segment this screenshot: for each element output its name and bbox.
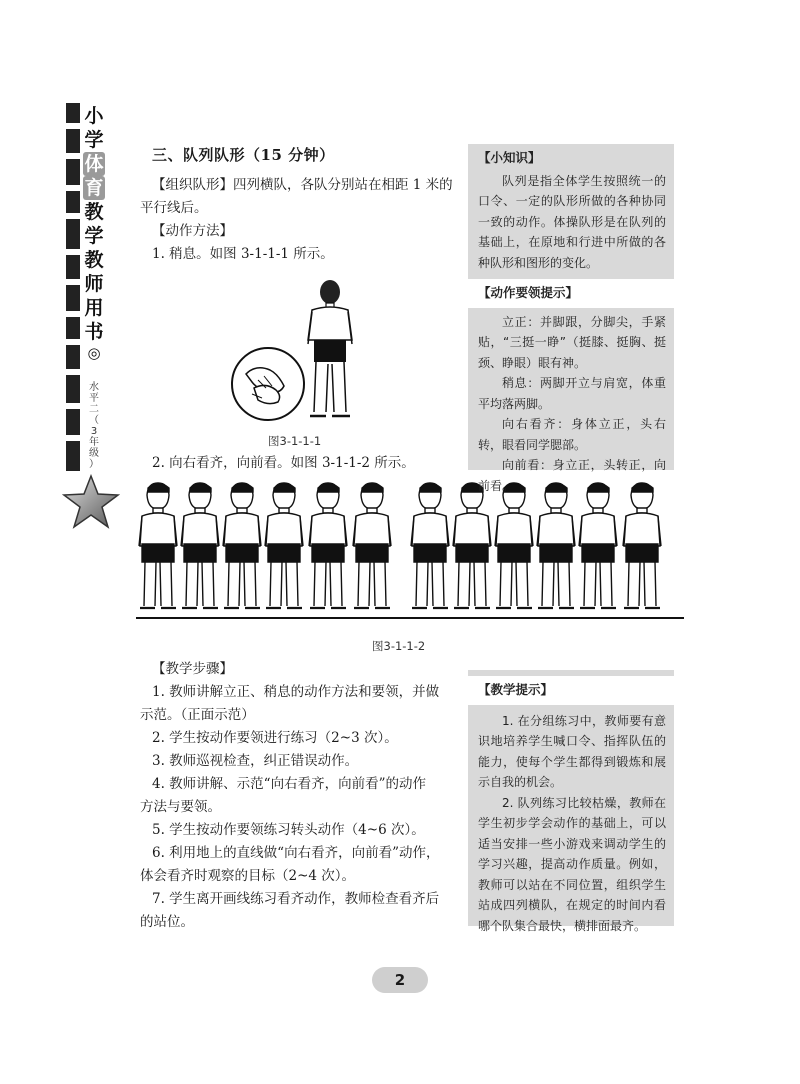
step-line: 1. 教师讲解立正、稍息的动作方法和要领，并做 xyxy=(152,684,440,700)
step-line: 6. 利用地上的直线做“向右看齐，向前看”动作， xyxy=(152,845,440,861)
step-line: 示范。（正面示范） xyxy=(140,707,255,723)
figure-caption: 图3-1-1-1 xyxy=(268,434,322,448)
title-char: 用 xyxy=(84,297,104,319)
teaching-tips-box xyxy=(468,670,674,933)
section-title: 三、队列队形（15 分钟） xyxy=(152,146,335,164)
step-line: 体会看齐时观察的目标（2~4 次）。 xyxy=(140,868,356,884)
title-char: 教 xyxy=(84,201,104,223)
star-icon xyxy=(62,474,120,530)
level-char: 平 xyxy=(89,393,99,404)
tip-item: 立正：并脚跟，分脚尖，手紧贴，“三挺一睁”（挺膝、挺胸、挺颈、睁眼）眼有神。 xyxy=(478,314,666,370)
figure-line-up-illustration xyxy=(136,480,684,624)
step-line: 的站位。 xyxy=(140,914,194,930)
step-line: 5. 学生按动作要领练习转头动作（4~6 次）。 xyxy=(152,822,425,838)
tips-heading: 【动作要领提示】 xyxy=(468,279,674,308)
title-char: 学 xyxy=(84,129,104,151)
title-char: 教 xyxy=(84,249,104,271)
level-char: 3 xyxy=(90,426,98,437)
book-title-vertical xyxy=(83,104,105,362)
level-char: （ xyxy=(89,415,99,426)
knowledge-heading: 【小知识】 xyxy=(478,150,541,165)
steps-heading: 【教学步骤】 xyxy=(152,661,233,677)
level-char: 水 xyxy=(89,382,99,393)
step-line: 2. 学生按动作要领进行练习（2~3 次）。 xyxy=(152,730,398,746)
tip-item: 稍息：两脚开立与肩宽，体重平均落两脚。 xyxy=(478,376,666,411)
tip-item: 向前看：身立正，头转正，向前看。 xyxy=(478,458,666,493)
step-line: 3. 教师巡视检查，纠正错误动作。 xyxy=(152,753,359,769)
step-line: 7. 学生离开画线练习看齐动作，教师检查看齐后 xyxy=(152,891,440,907)
level-char: 年 xyxy=(89,437,99,448)
tip-item: 向右看齐：身体立正，头右转，眼看同学腮部。 xyxy=(478,417,666,452)
step-line: 方法与要领。 xyxy=(140,799,221,815)
title-char: 书 xyxy=(84,321,104,343)
method-item-2: 2. 向右看齐，向前看。如图 3-1-1-2 所示。 xyxy=(152,455,415,471)
title-char: 体 xyxy=(84,153,104,175)
level-char: 二 xyxy=(89,404,99,415)
title-char: 师 xyxy=(84,273,104,295)
title-char: 学 xyxy=(84,225,104,247)
org-formation-line: 平行线后。 xyxy=(140,200,208,216)
teaching-tip: 2. 队列练习比较枯燥，教师在学生初步学会动作的基础上，可以适当安排一些小游戏来调动学生的学习兴趣，提高动作质量。例如，教师可以站在不同位置，组织学生站成四列横队，在规定的时间内看哪个队集合最快，横排面最齐。 xyxy=(478,795,666,933)
method-item-1: 1. 稍息。如图 3-1-1-1 所示。 xyxy=(152,246,334,262)
page-number: 2 xyxy=(372,967,428,993)
org-formation-line: 【组织队形】四列横队，各队分别站在相距 1 米的 xyxy=(152,177,453,193)
grade-level-vertical xyxy=(86,382,102,470)
title-char: 育 xyxy=(84,177,104,199)
level-char: 级 xyxy=(89,448,99,459)
method-heading: 【动作方法】 xyxy=(152,223,233,239)
figure-caption: 图3-1-1-2 xyxy=(372,639,426,653)
spine-decoration xyxy=(66,103,80,473)
teaching-tip: 1. 在分组练习中，教师要有意识地培养学生喊口令、指挥队伍的能力，使每个学生都得到锻炼和展示自我的机会。 xyxy=(478,713,666,789)
step-line: 4. 教师讲解、示范“向右看齐，向前看”的动作 xyxy=(152,776,426,792)
level-char: ） xyxy=(89,459,99,470)
knowledge-text: 队列是指全体学生按照统一的口令、一定的队形所做的各种协同一致的动作。体操队形是在队列的基础上，在原地和行进中所做的各种队形和图形的变化。 xyxy=(478,173,666,270)
title-mark: ◎ xyxy=(87,344,101,362)
figure-at-ease-illustration xyxy=(228,276,378,428)
title-char: 小 xyxy=(84,105,104,127)
teaching-tips-heading: 【教学提示】 xyxy=(468,676,674,705)
knowledge-box xyxy=(468,144,674,493)
